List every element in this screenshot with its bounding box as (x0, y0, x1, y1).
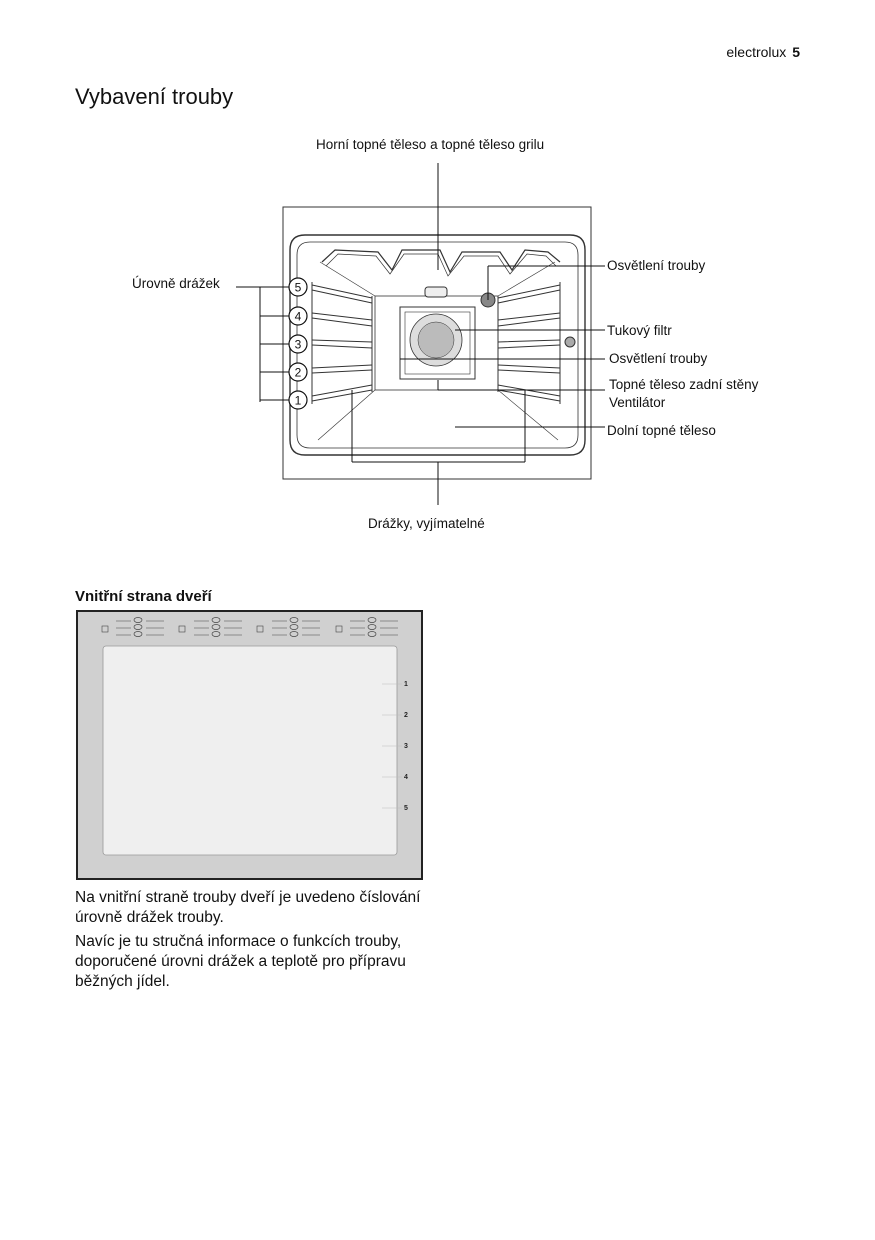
label-removable-rails: Drážky, vyjímatelné (368, 516, 485, 531)
left-shelf-rails (312, 282, 372, 404)
brand-name: electrolux (726, 44, 787, 60)
label-grease-filter: Tukový filtr (607, 323, 672, 338)
shelf-level-5: 5 (294, 280, 302, 295)
label-rear-heater: Topné těleso zadní stěny (609, 377, 759, 392)
right-shelf-rails (498, 282, 560, 404)
shelf-level-1: 1 (294, 393, 302, 408)
label-oven-light-2: Osvětlení trouby (609, 351, 708, 366)
door-inner-side-image (76, 610, 423, 880)
door-paragraph-2: Navíc je tu stručná informace o funkcích trouby, doporučené úrovni drážek a teplotě pro přípravu běžných jídel. (75, 933, 406, 990)
page-number: 5 (792, 44, 800, 60)
label-top-heater: Horní topné těleso a topné těleso grilu (316, 137, 545, 152)
page-title: Vybavení trouby (75, 84, 234, 109)
shelf-level-2: 2 (294, 365, 302, 380)
door-level-3: 3 (404, 743, 408, 750)
door-level-5: 5 (404, 805, 408, 812)
door-level-1: 1 (404, 681, 408, 688)
label-shelf-levels: Úrovně drážek (132, 276, 220, 291)
door-level-2: 2 (404, 712, 408, 719)
shelf-level-4: 4 (294, 309, 302, 324)
label-bottom-heater: Dolní topné těleso (607, 423, 716, 438)
door-section-title: Vnitřní strana dveří (75, 588, 212, 605)
door-level-4: 4 (404, 774, 408, 781)
oven-light-side (565, 337, 575, 347)
door-paragraph-1: Na vnitřní straně trouby dveří je uvedeno číslování úrovně drážek trouby. (75, 889, 421, 926)
shelf-level-3: 3 (294, 337, 302, 352)
label-oven-light-1: Osvětlení trouby (607, 258, 706, 273)
label-fan: Ventilátor (609, 395, 666, 410)
